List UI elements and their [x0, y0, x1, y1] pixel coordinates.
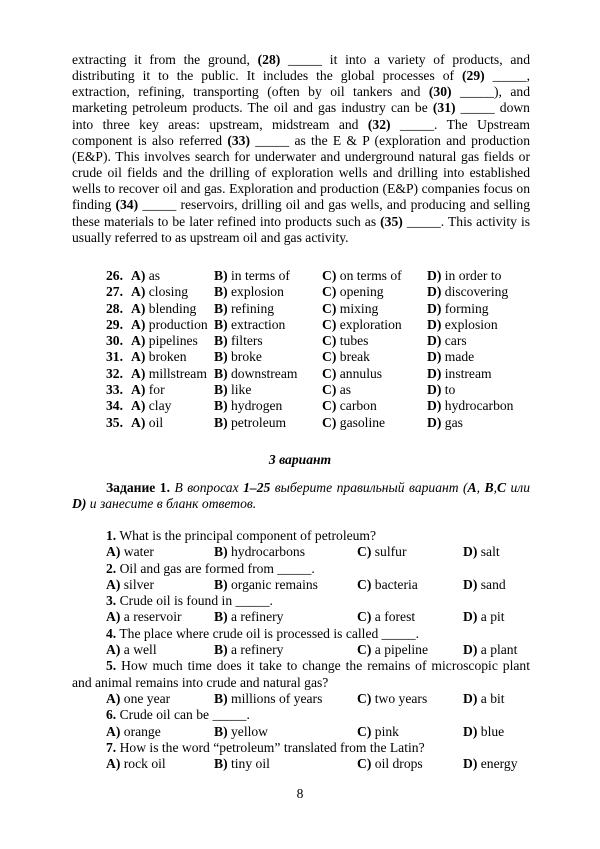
option-letter: C): [357, 642, 372, 658]
option-letter: C): [357, 609, 372, 625]
question-options: [0, 577, 600, 593]
option-letter: A): [131, 333, 146, 349]
option-d: [427, 415, 463, 431]
option-text: gas: [444, 414, 463, 430]
question-option-b: [214, 691, 322, 707]
blank-number: (32): [367, 116, 391, 132]
option-text: discovering: [444, 284, 509, 300]
option-text: in order to: [444, 268, 502, 283]
option-letter: D): [463, 690, 478, 706]
question-body: The place where crude oil is processed is called _____.: [116, 625, 420, 641]
task-letter: C: [496, 480, 507, 495]
option-text: a forest: [374, 609, 416, 625]
task-range: 1–25: [243, 480, 271, 495]
option-row: [0, 268, 600, 284]
question-body: How much time does it take to change the remains of microscopic plant and animal remains into crude and natural gas?: [72, 658, 530, 690]
option-letter: B): [214, 333, 228, 349]
option-text: gasoline: [339, 414, 386, 430]
option-text: like: [231, 382, 252, 398]
passage-text: _____ it into a variety of products, and distributing it to the public. It includes the global processes of: [72, 52, 530, 84]
option-letter: D): [463, 544, 478, 560]
question-options: [0, 642, 600, 658]
option-c: [322, 398, 377, 414]
question-option-d: [463, 609, 505, 625]
question-option-c: [357, 609, 415, 625]
option-text: broken: [148, 349, 187, 365]
option-number: 34.: [106, 398, 123, 414]
option-letter: B): [214, 756, 228, 772]
option-text: production: [148, 316, 208, 332]
option-c: [322, 317, 402, 333]
option-letter: D): [427, 316, 442, 332]
option-d: [427, 301, 489, 317]
option-b: [214, 366, 297, 382]
option-letter: A): [131, 300, 146, 316]
question-text: [106, 626, 530, 642]
passage-text: _____ as the E & P (exploration and production (E&P). This involves search for underwater and underground natural gas fields or crude oil fields and the drilling of exploration wells and drilling into established wells to recover oil and gas. Exploration and production (E&P) companies focus on finding: [72, 132, 530, 213]
question-option-b: [214, 544, 305, 560]
option-text: break: [339, 349, 370, 365]
option-b: [214, 301, 274, 317]
option-text: hydrocarbons: [231, 544, 305, 560]
option-text: broke: [231, 349, 262, 365]
option-letter: A): [106, 690, 121, 706]
option-b: [214, 333, 263, 349]
option-letter: D): [463, 576, 478, 592]
option-a: [131, 382, 165, 398]
question-options: [0, 724, 600, 740]
option-letter: B): [214, 284, 228, 300]
option-number: 29.: [106, 316, 123, 332]
option-letter: D): [427, 398, 442, 414]
option-text: salt: [480, 544, 500, 560]
question-body: Crude oil can be _____.: [116, 707, 250, 723]
option-text: as: [148, 268, 161, 283]
option-c: [322, 301, 378, 317]
option-letter: D): [427, 365, 442, 381]
question-option-d: [463, 691, 505, 707]
option-b: [214, 284, 284, 300]
option-row: [0, 398, 600, 414]
passage-text: _____. This activity is usually referred to as upstream oil and gas activity.: [72, 213, 531, 245]
option-a: [131, 349, 187, 365]
option-letter: B): [214, 723, 228, 739]
question-option-d: [463, 577, 506, 593]
option-text: on terms of: [339, 268, 402, 283]
option-text: water: [123, 544, 154, 560]
option-letter: D): [427, 333, 442, 349]
blank-number: (29): [462, 68, 485, 84]
option-c: [322, 382, 351, 398]
question-option-b: [214, 724, 268, 740]
option-letter: C): [322, 300, 337, 316]
blank-number: (31): [432, 100, 456, 116]
option-text: instream: [444, 365, 492, 381]
question-options: [0, 609, 600, 625]
option-text: oil drops: [374, 756, 423, 772]
option-text: refining: [231, 300, 275, 316]
option-letter: A): [131, 398, 146, 414]
question-options: [0, 691, 600, 707]
question-option-b: [214, 577, 318, 593]
option-letter: B): [214, 316, 228, 332]
option-text: orange: [123, 723, 161, 739]
blank-number: (34): [115, 197, 139, 213]
question-number: 5.: [106, 658, 117, 674]
option-letter: A): [131, 268, 146, 283]
question-text: [106, 593, 530, 609]
option-letter: C): [357, 756, 372, 772]
option-row: [0, 349, 600, 365]
option-a: [131, 301, 196, 317]
task-text: выберите правильный вариант (: [270, 480, 468, 495]
question-body: How is the word “petroleum” translated from the Latin?: [116, 739, 425, 755]
option-letter: D): [463, 756, 478, 772]
option-letter: B): [214, 300, 228, 316]
option-d: [427, 366, 492, 382]
question-number: 3.: [106, 593, 117, 609]
option-text: forming: [444, 300, 489, 316]
question-option-c: [357, 756, 423, 772]
passage-text: extracting it from the ground,: [72, 52, 258, 67]
option-b: [214, 398, 282, 414]
option-text: annulus: [339, 365, 383, 381]
option-text: exploration: [339, 316, 402, 332]
answer-options-list: [0, 268, 600, 431]
option-d: [427, 317, 498, 333]
question-number: 1.: [106, 528, 117, 543]
option-text: pink: [374, 723, 399, 739]
question-option-b: [214, 756, 270, 772]
option-text: a pit: [480, 609, 505, 625]
option-c: [322, 366, 382, 382]
option-letter: C): [322, 349, 337, 365]
question-option-b: [214, 642, 283, 658]
variant-title: 3 вариант: [268, 452, 332, 467]
option-letter: B): [214, 365, 228, 381]
question-option-c: [357, 691, 427, 707]
option-a: [131, 268, 160, 284]
option-text: hydrogen: [231, 398, 283, 414]
option-letter: D): [427, 349, 442, 365]
task-instruction: [72, 480, 530, 513]
option-letter: B): [214, 349, 228, 365]
option-text: extraction: [231, 316, 286, 332]
option-b: [214, 349, 262, 365]
option-letter: C): [322, 365, 337, 381]
question-option-c: [357, 544, 406, 560]
option-letter: D): [463, 642, 478, 658]
question-number: 6.: [106, 707, 117, 723]
option-text: blue: [480, 723, 505, 739]
passage-text: _____, extraction, refining, transporting (often by oil tankers and: [72, 68, 531, 100]
option-a: [131, 333, 198, 349]
option-letter: C): [357, 544, 372, 560]
option-text: to: [444, 382, 456, 398]
option-letter: B): [214, 382, 228, 398]
question-body: Crude oil is found in _____.: [116, 593, 273, 609]
option-text: tubes: [339, 333, 369, 349]
option-text: a refinery: [231, 642, 284, 658]
option-d: [427, 284, 508, 300]
option-text: opening: [339, 284, 384, 300]
option-number: 35.: [106, 414, 123, 430]
option-letter: C): [357, 690, 372, 706]
option-text: organic remains: [231, 576, 318, 592]
option-letter: B): [214, 268, 228, 283]
option-letter: B): [214, 642, 228, 658]
question-option-a: [106, 577, 154, 593]
question-option-a: [106, 544, 154, 560]
blank-number: (28): [257, 52, 281, 67]
option-d: [427, 349, 474, 365]
question-option-a: [106, 724, 161, 740]
option-letter: B): [214, 690, 228, 706]
option-text: silver: [123, 576, 154, 592]
option-text: a pipeline: [374, 642, 428, 658]
option-letter: C): [322, 333, 337, 349]
option-text: as: [339, 382, 352, 398]
question-option-d: [463, 756, 518, 772]
task-text: В вопросах: [170, 480, 244, 495]
option-d: [427, 382, 455, 398]
option-row: [0, 333, 600, 349]
option-d: [427, 268, 501, 284]
question-text: [106, 740, 530, 756]
task-text: ,: [476, 480, 485, 495]
option-letter: B): [214, 398, 228, 414]
option-letter: C): [322, 268, 337, 283]
option-letter: A): [131, 349, 146, 365]
option-letter: D): [427, 284, 442, 300]
option-row: [0, 366, 600, 382]
option-text: hydrocarbon: [444, 398, 514, 414]
option-b: [214, 317, 285, 333]
blank-number: (35): [380, 213, 403, 229]
questions-list: [0, 528, 600, 772]
question-text: [72, 658, 530, 691]
option-a: [131, 398, 171, 414]
question-option-d: [463, 544, 500, 560]
option-b: [214, 415, 286, 431]
option-letter: C): [322, 414, 337, 430]
option-d: [427, 398, 513, 414]
option-text: carbon: [339, 398, 377, 414]
option-d: [427, 333, 467, 349]
option-a: [131, 415, 163, 431]
option-text: filters: [231, 333, 263, 349]
option-row: [0, 382, 600, 398]
option-letter: C): [322, 398, 337, 414]
option-text: made: [444, 349, 475, 365]
option-letter: C): [322, 284, 337, 300]
option-letter: C): [322, 382, 337, 398]
question-option-c: [357, 642, 428, 658]
option-text: millstream: [148, 365, 207, 381]
option-text: explosion: [231, 284, 284, 300]
option-text: a plant: [480, 642, 518, 658]
option-number: 33.: [106, 382, 123, 398]
option-letter: A): [131, 365, 146, 381]
option-letter: B): [214, 609, 228, 625]
option-text: a well: [123, 642, 157, 658]
passage-text: _____. The Upstream component is also referred: [72, 116, 530, 148]
option-text: a reservoir: [123, 609, 182, 625]
option-text: cars: [444, 333, 467, 349]
option-letter: D): [427, 414, 442, 430]
option-text: rock oil: [123, 756, 166, 772]
option-text: for: [148, 382, 165, 398]
option-c: [322, 268, 402, 284]
option-text: tiny oil: [231, 756, 270, 772]
option-letter: A): [106, 723, 121, 739]
option-text: pipelines: [148, 333, 198, 349]
option-text: oil: [148, 414, 164, 430]
option-letter: D): [427, 382, 442, 398]
option-text: sulfur: [374, 544, 407, 560]
option-letter: A): [106, 756, 121, 772]
question-option-a: [106, 691, 170, 707]
task-letter: D): [72, 496, 87, 512]
option-number: 27.: [106, 284, 123, 300]
option-letter: B): [214, 544, 228, 560]
option-letter: A): [131, 316, 146, 332]
option-number: 30.: [106, 333, 123, 349]
option-letter: A): [131, 382, 146, 398]
option-text: in terms of: [231, 268, 290, 283]
option-c: [322, 333, 368, 349]
question-option-a: [106, 642, 157, 658]
question-option-c: [357, 577, 418, 593]
question-text: [106, 561, 530, 577]
option-letter: A): [106, 609, 121, 625]
option-c: [322, 349, 370, 365]
task-label: Задание 1.: [106, 480, 170, 495]
task-letter: B: [484, 480, 494, 495]
task-text: или: [506, 480, 531, 495]
option-letter: D): [427, 300, 442, 316]
option-text: yellow: [231, 723, 268, 739]
option-letter: C): [322, 316, 337, 332]
option-text: a refinery: [231, 609, 284, 625]
question-option-a: [106, 609, 182, 625]
question-options: [0, 544, 600, 560]
blank-number: (33): [227, 132, 250, 148]
option-text: clay: [148, 398, 172, 414]
option-number: 26.: [106, 268, 123, 283]
question-body: What is the principal component of petroleum?: [116, 528, 377, 543]
option-a: [131, 366, 207, 382]
question-option-d: [463, 642, 517, 658]
option-letter: A): [106, 576, 121, 592]
option-text: petroleum: [231, 414, 287, 430]
option-row: [0, 301, 600, 317]
passage-text: _____ down into three key areas: upstream, midstream and: [72, 100, 530, 132]
option-row: [0, 284, 600, 300]
question-text: [106, 707, 530, 723]
option-b: [214, 268, 290, 284]
option-letter: A): [106, 544, 121, 560]
question-number: 7.: [106, 739, 117, 755]
task-text: и занесите в бланк ответов.: [86, 496, 257, 512]
page-number: 8: [296, 786, 304, 801]
question-option-b: [214, 609, 283, 625]
passage-text: _____), and marketing petroleum products. The oil and gas industry can be: [72, 84, 530, 116]
option-b: [214, 382, 251, 398]
question-option-a: [106, 756, 166, 772]
option-text: sand: [480, 576, 506, 592]
option-letter: A): [131, 284, 146, 300]
passage-text: _____ reservoirs, drilling oil and gas wells, and producing and selling these materials to be later refined into products such as: [72, 197, 531, 229]
option-c: [322, 284, 384, 300]
option-text: blending: [148, 300, 197, 316]
cloze-passage: [72, 52, 530, 246]
question-number: 2.: [106, 560, 117, 576]
option-number: 32.: [106, 365, 123, 381]
question-text: [106, 528, 530, 544]
option-text: explosion: [444, 316, 498, 332]
option-c: [322, 415, 385, 431]
option-text: two years: [374, 690, 428, 706]
question-options: [0, 756, 600, 772]
option-row: [0, 415, 600, 431]
option-letter: A): [131, 414, 146, 430]
option-text: downstream: [231, 365, 298, 381]
option-letter: D): [463, 609, 478, 625]
option-number: 28.: [106, 300, 123, 316]
option-letter: B): [214, 576, 228, 592]
question-number: 4.: [106, 625, 117, 641]
passage-paragraph: [72, 52, 530, 246]
option-text: one year: [123, 690, 171, 706]
option-letter: B): [214, 414, 228, 430]
option-text: energy: [480, 756, 518, 772]
option-row: [0, 317, 600, 333]
question-option-c: [357, 724, 399, 740]
option-letter: C): [357, 723, 372, 739]
question-body: Oil and gas are formed from _____.: [116, 560, 315, 576]
option-text: bacteria: [374, 576, 418, 592]
task-text: ,: [493, 480, 497, 495]
option-text: closing: [148, 284, 189, 300]
task-letter: A: [467, 480, 477, 495]
option-text: mixing: [339, 300, 379, 316]
option-a: [131, 284, 188, 300]
option-text: a bit: [480, 690, 505, 706]
option-text: millions of years: [231, 690, 323, 706]
option-number: 31.: [106, 349, 123, 365]
option-a: [131, 317, 208, 333]
question-option-d: [463, 724, 504, 740]
option-letter: A): [106, 642, 121, 658]
option-letter: D): [463, 723, 478, 739]
option-letter: D): [427, 268, 442, 283]
blank-number: (30): [428, 84, 452, 100]
option-letter: C): [357, 576, 372, 592]
